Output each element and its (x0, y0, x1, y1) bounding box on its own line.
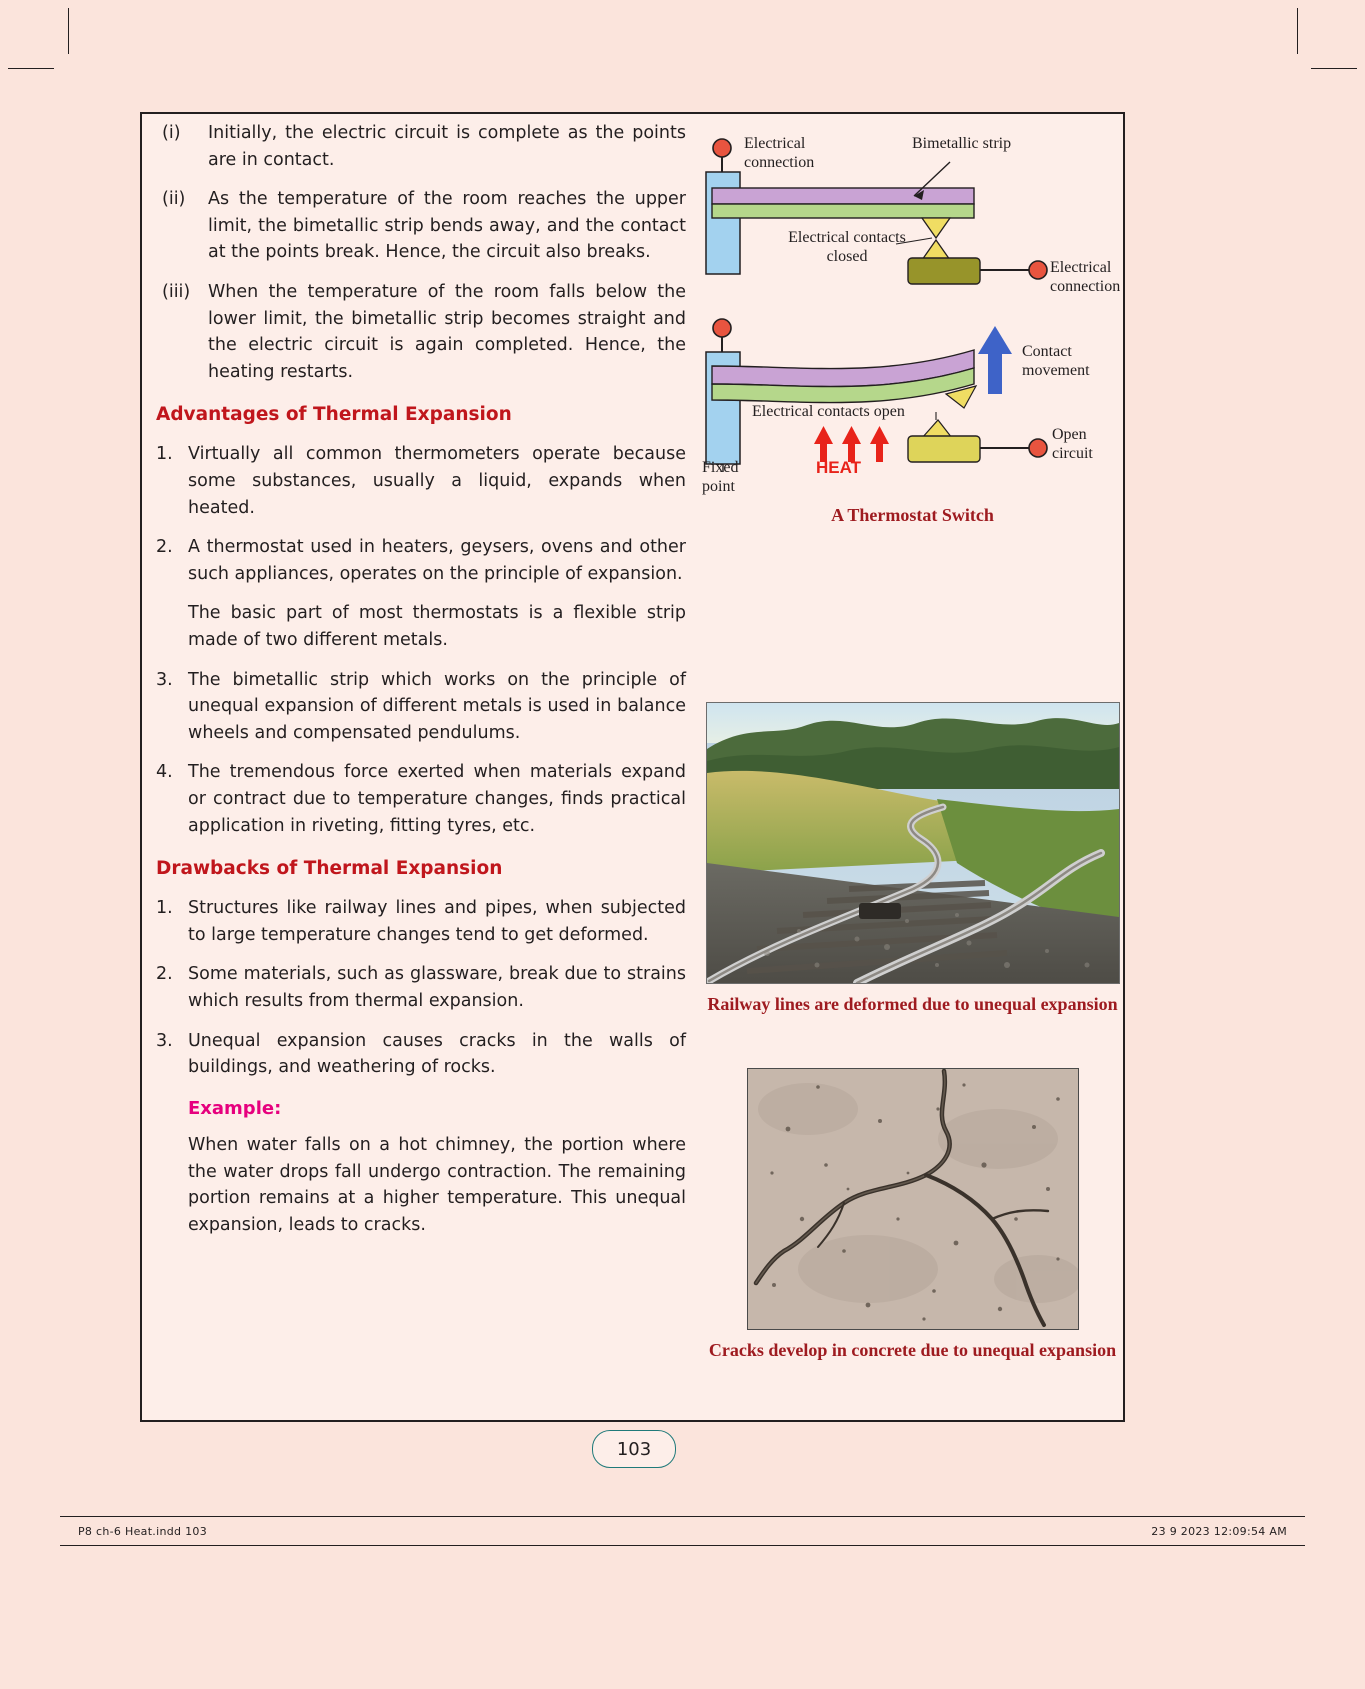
crop-mark (1311, 68, 1357, 69)
thermostat-diagram (700, 120, 1125, 540)
list-marker: 1. (156, 444, 173, 465)
list-marker: 2. (156, 537, 173, 558)
concrete-caption: Cracks develop in concrete due to unequal expansion (708, 1340, 1117, 1361)
list-text: Structures like railway lines and pipes, when subjected to large temperature changes tend to get deformed. (188, 898, 686, 945)
list-item (156, 186, 686, 266)
list-item (156, 534, 686, 587)
section-heading-advantages: Advantages of Thermal Expansion (156, 404, 512, 426)
footer-timestamp: 23 9 2023 12:09:54 AM (1151, 1524, 1287, 1538)
list-item (156, 120, 686, 173)
list-text: The tremendous force exerted when materials expand or contract due to temperature changes, finds practical application in riveting, fitting tyres, etc. (188, 762, 686, 836)
label-open-circuit: Open circuit (1052, 426, 1093, 463)
label-bimetallic-strip: Bimetallic strip (912, 135, 1012, 152)
label-contact-movement: Contact movement (1022, 343, 1090, 380)
list-text: The bimetallic strip which works on the principle of unequal expansion of different metals is used in balance wheels and compensated pendulums. (188, 669, 686, 743)
crop-mark (1297, 8, 1298, 54)
section-heading-drawbacks: Drawbacks of Thermal Expansion (156, 858, 503, 880)
list-item (156, 441, 686, 521)
list-text: Initially, the electric circuit is complete as the points are in contact. (208, 123, 686, 170)
list-item (156, 895, 686, 948)
list-marker: 2. (156, 964, 173, 985)
example-label: Example: (188, 1097, 282, 1119)
label-contacts-open: Electrical contacts open (752, 403, 905, 420)
crop-mark (8, 68, 54, 69)
list-text: Some materials, such as glassware, break due to strains which results from thermal expansion. (188, 964, 686, 1012)
example-text: When water falls on a hot chimney, the portion where the water drops fall undergo contraction. The remaining portion remains at a higher temperature. This unequal expansion, leads to cracks. (188, 1135, 686, 1235)
label-electrical-connection-top: Electrical connection (744, 135, 815, 172)
railway-photo-svg (707, 703, 1119, 983)
list-text: When the temperature of the room falls below the lower limit, the bimetallic strip becomes straight and the electric circuit is again completed. Hence, the heating restarts. (208, 281, 686, 382)
list-marker: 3. (156, 669, 173, 690)
list-item (156, 667, 686, 747)
list-marker: 4. (156, 762, 173, 783)
crop-mark (68, 8, 69, 54)
footer-file-info: P8 ch-6 Heat.indd 103 (78, 1524, 207, 1538)
concrete-photo (747, 1068, 1079, 1330)
list-marker: 1. (156, 898, 173, 919)
list-text: Unequal expansion causes cracks in the walls of buildings, and weathering of rocks. (188, 1030, 686, 1078)
list-marker: (i) (162, 123, 181, 143)
railway-photo (706, 702, 1120, 984)
page-footer (60, 1516, 1305, 1546)
concrete-figure (700, 1068, 1125, 1362)
list-text: Virtually all common thermometers operate because some substances, usually a liquid, expands when heated. (188, 444, 686, 518)
list-text: As the temperature of the room reaches the upper limit, the bimetallic strip bends away, and the contact at the points break. Hence, the circuit also breaks. (208, 189, 686, 263)
list-item (156, 279, 686, 385)
right-figure-column (700, 120, 1125, 1363)
label-electrical-connection-right: Electrical connection (1050, 259, 1121, 296)
railway-caption: Railway lines are deformed due to unequal expansion (707, 994, 1118, 1014)
label-contacts-closed: Electrical contacts closed (788, 229, 906, 266)
railway-figure (700, 702, 1125, 1016)
thermostat-caption: A Thermostat Switch (831, 505, 994, 525)
label-fixed-point: Fixed point (702, 459, 739, 496)
list-marker: 3. (156, 1030, 173, 1051)
list-marker: (ii) (162, 189, 186, 210)
list-marker: (iii) (162, 281, 191, 302)
advantages-note: The basic part of most thermostats is a flexible strip made of two different metals. (188, 603, 686, 651)
list-item (156, 961, 686, 1014)
concrete-photo-svg (748, 1069, 1078, 1329)
left-text-column (156, 120, 686, 1252)
list-item (156, 1028, 686, 1081)
list-text: A thermostat used in heaters, geysers, ovens and other such appliances, operates on the principle of expansion. (188, 537, 686, 584)
list-item (156, 759, 686, 839)
label-heat: HEAT (816, 458, 862, 477)
page-number: 103 (592, 1430, 676, 1468)
